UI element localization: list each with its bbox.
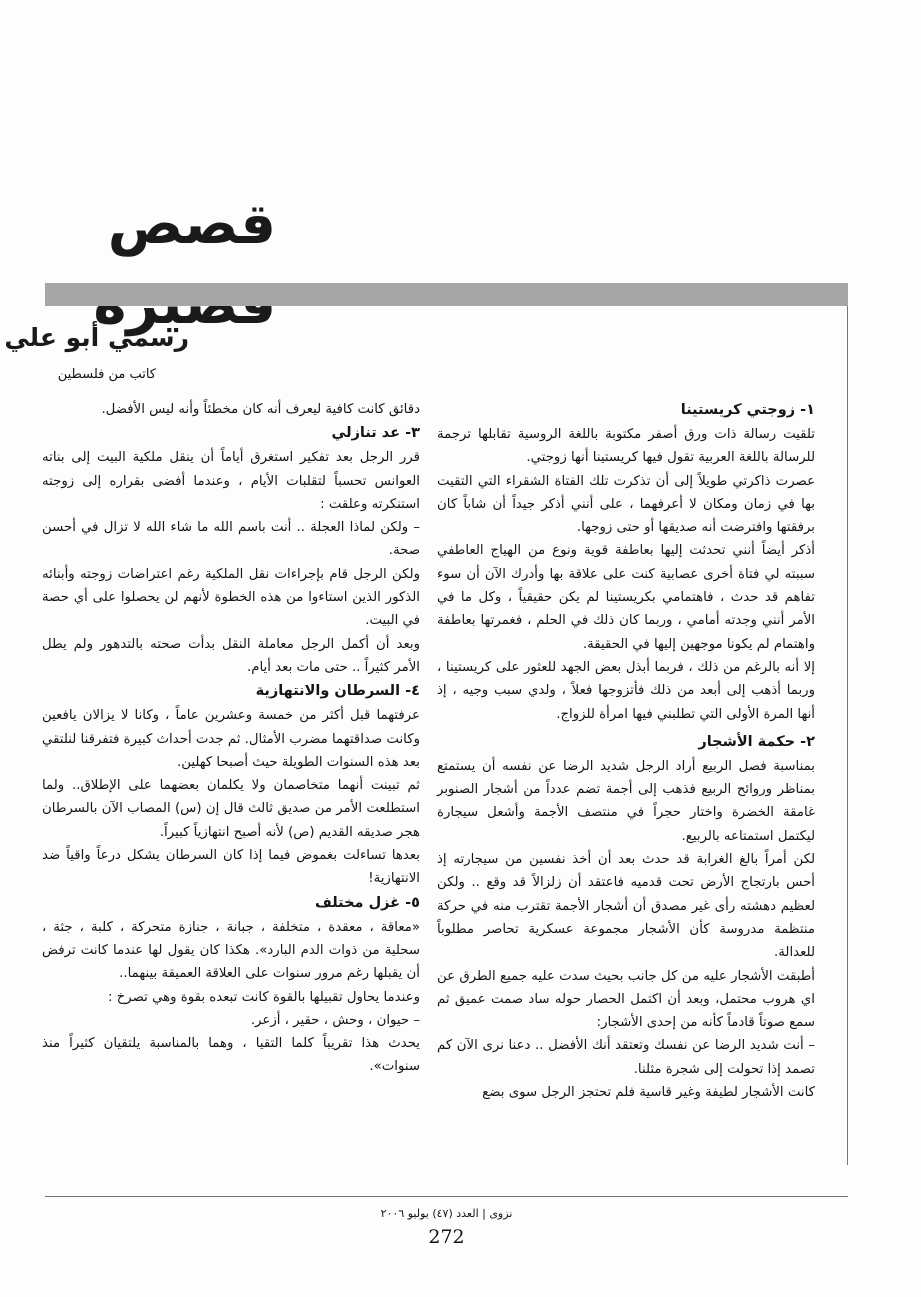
paragraph: يحدث هذا تقريباً كلما التقيا ، وهما بالمناسبة يلتقيان كثيراً منذ سنوات». <box>42 1036 420 1075</box>
paragraph: وعندما يحاول تقبيلها بالقوة كانت تبعده بقوة وهي تصرخ : <box>107 989 420 1005</box>
paragraph: – أنت شديد الرضا عن نفسك وتعتقد أنك الأفضل .. دعنا نرى الآن كم تصمد إذا تحولت إلى شجرة مثلنا. <box>437 1038 815 1077</box>
paragraph: «معاقة ، معقدة ، متخلفة ، جبانة ، جنازة متحركة ، كلبة ، جثة ، سحلية من ذوات الدم البارد». هكذا كان يقول لها عندما كانت ترفض أن يقبلها رغم مرور سنوات على العلاقة العميقة بينهما.. <box>42 919 420 982</box>
author-note: كاتب من فلسطين <box>57 367 156 382</box>
title-bar <box>45 283 848 306</box>
paragraph: ولكن الرجل قام بإجراءات نقل الملكية رغم اعتراضات زوجته وأبنائه الذكور الذين استاءوا من هذه الخطوة لأنهم لن يحصلوا على أي حصة في البيت. <box>42 566 420 629</box>
story-5-title: ٥- غزل مختلف <box>314 894 420 911</box>
footer-issue: نزوى | العدد (٤٧) يوليو ٢٠٠٦ <box>380 1207 513 1220</box>
paragraph: عرفتهما قبل أكثر من خمسة وعشرين عاماً ، وكانا لا يزالان يافعين وكانت صداقتهما مضرب الأمثال. ثم جدت أحداث كبيرة فتفرقنا لنلتقي بعد هذه السنوات الطويلة حيث أصبحا كهلين. <box>42 708 420 770</box>
paragraph: – ولكن لماذا العجلة .. أنت باسم الله ما شاء الله لا تزال في أحسن صحة. <box>42 520 420 559</box>
paragraph: تلقيت رسالة ذات ورق أصفر مكتوبة باللغة الروسية تقابلها ترجمة للرسالة باللغة العربية تقول فيها كريستينا أنها زوجتي. <box>437 427 815 466</box>
paragraph: كانت الأشجار لطيفة وغير قاسية فلم تحتجز الرجل سوى بضع <box>482 1085 815 1101</box>
page-title: قصص <box>107 192 276 257</box>
right-column <box>437 398 815 1104</box>
story-1-title: ١- زوجتي كريستينا <box>680 402 815 418</box>
paragraph: أطبقت الأشجار عليه من كل جانب بحيث سدت عليه جميع الطرق عن اي هروب محتمل، وبعد أن اكتمل الحصار حوله ساد صمت عميق ثم سمع صوتاً قادماً كأنه من إحدى الأشجار: <box>437 968 815 1031</box>
author-name: رسمي أبو علي <box>4 323 189 352</box>
story-2-title: ٢- حكمة الأشجار <box>698 733 815 750</box>
paragraph: قرر الرجل بعد تفكير استغرق أياماً أن ينقل ملكية البيت إلى بناته العوانس تحسباً لتقلبات الأيام ، وعندما أفضى بقراره إلى زوجته استنكرته وعلقت : <box>42 450 420 512</box>
page-number: 272 <box>428 1226 465 1248</box>
paragraph: ثم تبينت أنهما متخاصمان ولا يكلمان بعضهما على الإطلاق.. ولما استطلعت الأمر من صديق ثالث قال إن (س) المصاب الآن بالسرطان هجر صديقه القديم (ص) لأنه أصبح انتهازياً كبيراً. <box>42 778 420 840</box>
paragraph: بمناسبة فصل الربيع أراد الرجل شديد الرضا عن نفسه أن يستمتع بمناظر وروائح الربيع فذهب إلى أجمة تضم عدداً من أشجار الصنوبر غامقة الخضرة واختار حجراً في منتصف الأجمة وأشعل سيجارة ليكتمل استمتاعه بالربيع. <box>437 758 815 844</box>
paragraph: إلا أنه بالرغم من ذلك ، فربما أبذل بعض الجهد للعثور على كريستينا ، وربما أذهب إلى أبعد من ذلك فأتزوجها فعلاً ، ولدي سبب وجيه ، إذ أنها المرة الأولى التي تطلبني فيها امرأة للزواج. <box>437 659 815 722</box>
footer-rule <box>45 1196 848 1197</box>
paragraph: أذكر أيضاً أنني تحدثت إليها بعاطفة قوية ونوع من الهياج العاطفي سببته لي فتاة أخرى عصابية كنت على علاقة بها وأدرك الآن أن سوء تفاهم قد حدث ، فاهتمامي بكريستينا لم يكن حقيقياً ، وكل ما في الأمر أنني وجدته أمامي ، وربما كان ذلك في الحلم ، فغمرتها بعاطفة واهتمام لم يكونا موجهين إليها في الحقيقة. <box>437 543 815 652</box>
paragraph: عصرت ذاكرتي طويلاً إلى أن تذكرت تلك الفتاة الشقراء التي التقيت بها في زمان ومكان لا أعرفهما ، على أنني أذكر جيداً أن شاباً كان برفقتها وافترضت أنه صديقها أو حتى زوجها. <box>437 473 815 536</box>
paragraph: بعدها تساءلت بغموض فيما إذا كان السرطان يشكل درعاً واقياً ضد الانتهازية! <box>42 848 420 887</box>
left-column <box>42 398 420 1079</box>
vertical-rule <box>847 290 848 1165</box>
paragraph: – حيوان ، وحش ، حقير ، أزعر. <box>250 1012 420 1028</box>
paragraph: وبعد أن أكمل الرجل معاملة النقل بدأت صحته بالتدهور ولم يطل الأمر كثيراً .. حتى مات بعد أيام. <box>42 636 420 675</box>
story-3-title: ٣- عد تنازلي <box>331 425 420 442</box>
story-4-title: ٤- السرطان والانتهازية <box>255 683 420 700</box>
paragraph: دقائق كانت كافية ليعرف أنه كان مخطئاً وأنه ليس الأفضل. <box>101 402 420 417</box>
paragraph: لكن أمراً بالغ الغرابة قد حدث بعد أن أخذ نفسين من سيجارته إذ أحس بارتجاج الأرض تحت قدميه فاعتقد أن زلزالاً قد وقع .. ولكن لعظيم دهشته رأى غير مصدق أن أشجار الأجمة تقترب منه في حركة منتظمة مدروسة كأن الأشجار مجموعة عسكرية تحاصر مطلوباً للعدالة. <box>437 852 815 961</box>
